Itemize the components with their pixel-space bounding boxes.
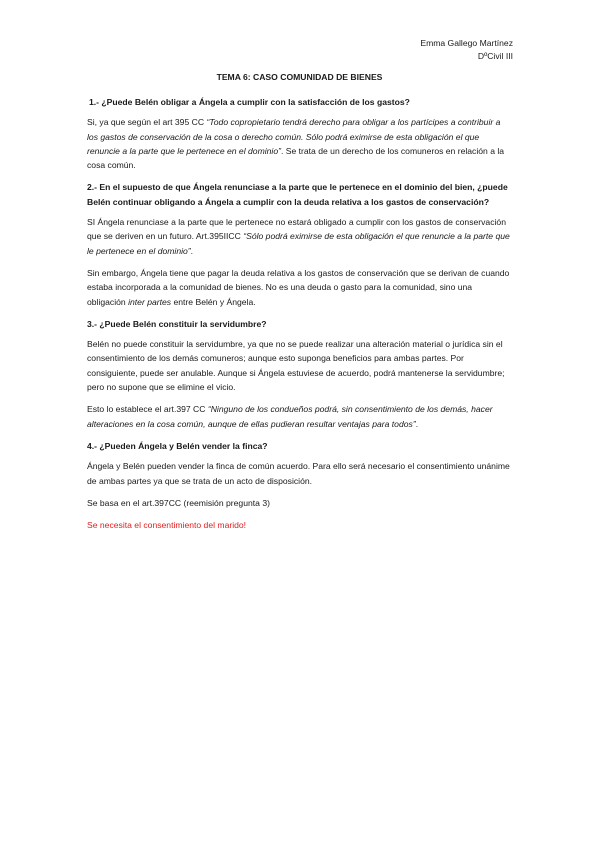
question-1-heading: 1.- ¿Puede Belén obligar a Ángela a cumplir con la satisfacción de los gastos? [89, 97, 410, 107]
legal-quote: “Sólo podrá eximirse de esta obligación el que renuncie a la parte que le pertenece en el dominio” [87, 231, 510, 256]
latin-term: inter partes [128, 296, 172, 307]
answer-text: . [415, 418, 419, 429]
document-body [87, 95, 513, 540]
red-note: Se necesita el consentimiento del marido! [87, 520, 247, 531]
course-name: DºCivil III [477, 51, 513, 61]
question-4-answer-1: Ángela y Belén pueden vender la finca de común acuerdo. Para ello será necesario el consentimiento unánime de ambas partes ya que se trata de un acto de disposición. [87, 461, 510, 486]
answer-text: SI Ángela renunciase a la parte que le pertenece no estará obligado a cumplir con los gastos de conservación que se deriven en un futuro. Art.395IICC [87, 217, 506, 242]
legal-quote: “Todo copropietario tendrá derecho para obligar a los partícipes a contribuir a los gastos de conservación de la cosa o derecho común. Sólo podrá eximirse de esta obligación el que renuncie a la parte que le pertenece en el dominio” [87, 117, 501, 156]
answer-text: . [190, 245, 194, 256]
legal-quote: “Ninguno de los condueños podrá, sin consentimiento de los demás, hacer alteraciones en la cosa común, aunque de ellas pudieran resultar ventajas para todos” [87, 404, 493, 429]
question-3-answer-1: Belén no puede constituir la servidumbre, ya que no se puede realizar una alteración material o jurídica sin el consentimiento de los demás comuneros; aunque esto suponga beneficios para ambas partes. Por consiguiente, puede ser anulable. Aunque si Ángela estuviese de acuerdo, podrá mantenerse la servidumbre; pero no supone que se elimine el vicio. [87, 339, 505, 393]
question-2-answer-2 [87, 266, 513, 309]
question-3-answer-2 [87, 402, 513, 431]
author-name: Emma Gallego Martínez [420, 38, 513, 48]
answer-text: entre Belén y Ángela. [171, 296, 256, 307]
question-1-answer [87, 115, 513, 172]
question-2-answer-1 [87, 215, 513, 258]
answer-text: Esto lo establece el art.397 CC [87, 404, 208, 415]
question-4-heading: 4.- ¿Pueden Ángela y Belén vender la finca? [87, 440, 268, 451]
question-2-heading: 2.- En el supuesto de que Ángela renunciase a la parte que le pertenece en el dominio del bien, ¿puede Belén continuar obligando a Ángela a cumplir con la deuda relativa a los gastos de conservación? [87, 182, 508, 207]
question-3-heading: 3.- ¿Puede Belén constituir la servidumbre? [87, 318, 267, 329]
document-title: TEMA 6: CASO COMUNIDAD DE BIENES [216, 72, 383, 82]
answer-text: Si, ya que según el art 395 CC [87, 117, 207, 128]
answer-text: Sin embargo, Ángela tiene que pagar la deuda relativa a los gastos de conservación que se derivan de cuando estaba incorporada a la comunidad de bienes. No es una deuda o gasto para la comunidad, sino una obligación [87, 267, 510, 307]
question-4-answer-2: Se basa en el art.397CC (reemisión pregunta 3) [87, 497, 270, 508]
answer-text: . Se trata de un derecho de los comuneros en relación a la cosa común. [87, 145, 505, 171]
document-header [420, 37, 513, 63]
